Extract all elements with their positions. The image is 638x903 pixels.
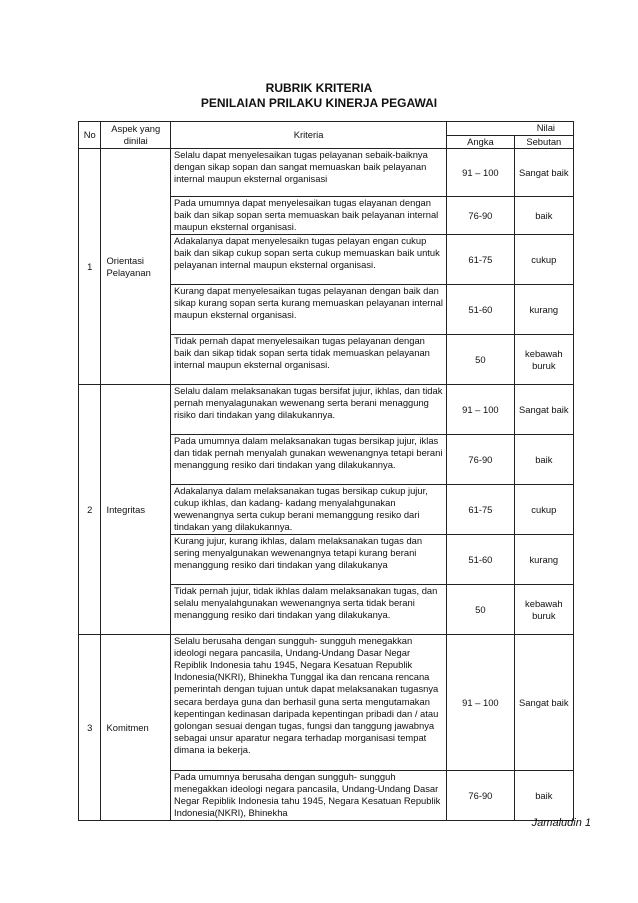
score-range: 50: [447, 335, 514, 385]
row-number: 2: [79, 385, 101, 635]
criteria-text: Kurang jujur, kurang ikhlas, dalam melaksanakan tugas dan sering menyalgunakan wewenangnya tetapi kurang berani menanggung resiko dari tindakan yang dilakukanya: [171, 535, 447, 585]
score-range: 76-90: [447, 435, 514, 485]
rating-label: cukup: [514, 235, 573, 285]
criteria-text: Tidak pernah jujur, tidak ikhlas dalam melaksanakan tugas, dan selalu menyalahgunakan wewenangnya serta tidak berani menanggung resiko dari tindakan yang dilakukanya.: [171, 585, 447, 635]
score-range: 76-90: [447, 197, 514, 235]
header-angka: Angka: [447, 136, 514, 149]
score-range: 51-60: [447, 285, 514, 335]
score-range: 91 – 100: [447, 149, 514, 197]
criteria-text: Tidak pernah dapat menyelesaikan tugas pelayanan dengan baik dan sikap tidak sopan serta tidak memuaskan pelayanan internal maupun eksternal organisasi.: [171, 335, 447, 385]
row-number: 3: [79, 635, 101, 821]
score-range: 91 – 100: [447, 385, 514, 435]
footer-text: Jamaludin 1: [531, 817, 591, 829]
score-range: 91 – 100: [447, 635, 514, 771]
rating-label: cukup: [514, 485, 573, 535]
header-no: No: [79, 122, 101, 149]
criteria-text: Pada umumnya berusaha dengan sungguh- sungguh menegakkan ideologi negara pancasila, Undang-Undang Dasar Negar Repiblik Indonesia tahu 1945, Negara Kesatuan Republik Indonesia(NKRI), Bhinekha: [171, 771, 447, 821]
header-aspek: Aspek yang dinilai: [101, 122, 171, 149]
criteria-text: Adakalanya dapat menyelesaikn tugas pelayan engan cukup baik dan sikap cukup sopan serta cukup memuaskan baik untuk pelayanan internal maupun eksternal organisasi.: [171, 235, 447, 285]
aspect-label: Komitmen: [101, 635, 171, 821]
aspect-label: Integritas: [101, 385, 171, 635]
criteria-text: Selalu dalam melaksanakan tugas bersifat jujur, ikhlas, dan tidak pernah menyalagunakan wewenang serta berani menaggung risiko dari tindakan yang dilakukannya.: [171, 385, 447, 435]
document-subtitle: PENILAIAN PRILAKU KINERJA PEGAWAI: [200, 96, 438, 110]
score-range: 61-75: [447, 235, 514, 285]
score-range: 76-90: [447, 771, 514, 821]
score-range: 61-75: [447, 485, 514, 535]
criteria-text: Pada umumnya dapat menyelesaikan tugas elayanan dengan baik dan sikap sopan serta memuaskan baik pelayanan internal maupun eksternal organisasi.: [171, 197, 447, 235]
score-range: 51-60: [447, 535, 514, 585]
aspect-label: Orientasi Pelayanan: [101, 149, 171, 385]
rating-label: baik: [514, 435, 573, 485]
rating-label: Sangat baik: [514, 635, 573, 771]
page-footer: [0, 817, 591, 829]
rating-label: kebawah buruk: [514, 585, 573, 635]
table-row: [79, 385, 574, 435]
rating-label: Sangat baik: [514, 149, 573, 197]
criteria-text: Adakalanya dalam melaksanakan tugas bersikap cukup jujur, cukup ikhlas, dan kadang- kadang menyalahgunakan wewenangnya serta cukup berani memanggung resiko dari tindakan yang dilakukannya.: [171, 485, 447, 535]
rating-label: Sangat baik: [514, 385, 573, 435]
score-range: 50: [447, 585, 514, 635]
header-kriteria: Kriteria: [171, 122, 447, 149]
rubric-table: [78, 121, 574, 821]
table-row: [79, 149, 574, 197]
criteria-text: Pada umumnya dalam melaksanakan tugas bersikap jujur, iklas dan tidak pernah menyalah gunakan wewenangnya tetapi berani menanggung resiko dari tindakan yang dilakukannya.: [171, 435, 447, 485]
rating-label: kurang: [514, 285, 573, 335]
table-row: [79, 635, 574, 771]
header-nilai: Nilai: [447, 122, 574, 136]
rating-label: baik: [514, 771, 573, 821]
criteria-text: Selalu dapat menyelesaikan tugas pelayanan sebaik-baiknya dengan sikap sopan dan sangat memuaskan baik pelayanan internal maupun eksternal organisasi: [171, 149, 447, 197]
document-title: RUBRIK KRITERIA: [265, 81, 373, 95]
header-sebutan: Sebutan: [514, 136, 573, 149]
rating-label: kebawah buruk: [514, 335, 573, 385]
criteria-text: Kurang dapat menyelesaikan tugas pelayanan dengan baik dan sikap kurang sopan serta kurang memuaskan pelayanan internal maupun eksternal organisasi.: [171, 285, 447, 335]
rating-label: baik: [514, 197, 573, 235]
row-number: 1: [79, 149, 101, 385]
rating-label: kurang: [514, 535, 573, 585]
criteria-text: Selalu berusaha dengan sungguh- sungguh menegakkan ideologi negara pancasila, Undang-Undang Dasar Negar Repiblik Indonesia tahu 1945, Negara Kesatuan Republik Indonesia(NKRI), Bhinekha Tunggal ika dan rencana rencana pemerintah dengan tujuan untuk dapat melaksanakan tugasnya secara berdaya guna dan berhasil guna serta mengutamakan kepentingan kedinasan daripada kepentingan pribadi dan / atau golongan sesuai dengan tugas, fungsi dan tanggung jawabnya sebagai unsur aparatur negara terhadap morganisasi tempat dimana ia bekerja.: [171, 635, 447, 771]
